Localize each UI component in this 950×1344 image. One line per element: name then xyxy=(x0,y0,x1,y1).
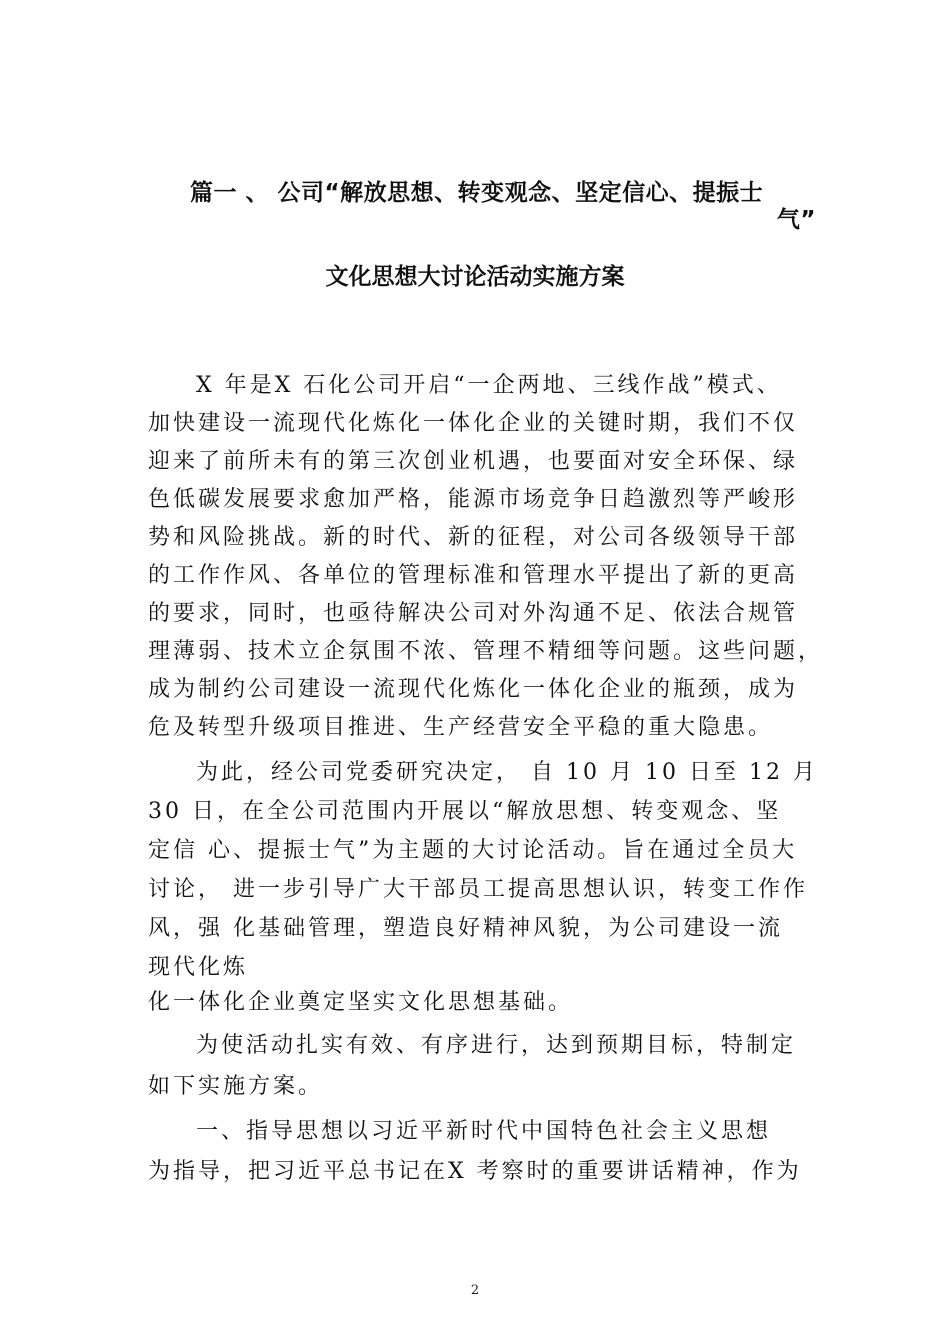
body-line: 危及转型升级项目推进、生产经营安全平稳的重大隐患。 xyxy=(148,715,774,740)
document-title xyxy=(190,180,830,234)
body-line: 如下实施方案。 xyxy=(148,1074,324,1099)
body-line: 一、指导思想以习近平新时代中国特色社会主义思想 xyxy=(196,1119,772,1144)
body-line: 理薄弱、技术立企氛围不浓、管理不精细等问题。这些问题， xyxy=(148,639,824,664)
body-line: 为此，经公司党委研究决定， 自 10 月 10 日至 12 月 xyxy=(196,760,818,785)
body-line: 讨论， 进一步引导广大干部员工提高思想认识，转变工作作 xyxy=(148,877,808,902)
title-line-1-continuation: 气” xyxy=(776,207,816,233)
body-line: 色低碳发展要求愈加严格，能源市场竞争日趋激烈等严峻形 xyxy=(148,487,799,512)
body-line: 为指导，把习近平总书记在X 考察时的重要讲话精神，作为 xyxy=(148,1159,802,1184)
body-line: 定信 心、提振士气”为主题的大讨论活动。旨在通过全员大 xyxy=(148,838,798,863)
body-line: 成为制约公司建设一流现代化炼化一体化企业的瓶颈，成为 xyxy=(148,677,799,702)
body-line: 的工作作风、各单位的管理标准和管理水平提出了新的更高 xyxy=(148,563,799,588)
body-line: X 年是X 石化公司开启“一企两地、三线作战”模式、 xyxy=(196,373,782,398)
body-line: 迎来了前所未有的第三次创业机遇，也要面对安全环保、绿 xyxy=(148,449,799,474)
document-subtitle: 文化思想大讨论活动实施方案 xyxy=(325,264,625,290)
body-line: 风，强 化基础管理，塑造良好精神风貌，为公司建设一流 xyxy=(148,916,783,941)
page-number: 2 xyxy=(470,1283,480,1298)
title-line-1: 篇一 、 公司“解放思想、转变观念、坚定信心、提振士 xyxy=(190,180,764,206)
body-line: 加快建设一流现代化炼化一体化企业的关键时期，我们不仅 xyxy=(148,411,799,436)
body-line: 势和风险挑战。新的时代、新的征程，对公司各级领导干部 xyxy=(148,525,799,550)
body-line: 化一体化企业奠定坚实文化思想基础。 xyxy=(148,990,574,1015)
body-line: 30 日，在全公司范围内开展以“解放思想、转变观念、坚 xyxy=(148,799,782,824)
body-line: 的要求，同时，也亟待解决公司对外沟通不足、依法合规管 xyxy=(148,601,799,626)
body-line: 为使活动扎实有效、有序进行，达到预期目标，特制定 xyxy=(196,1033,797,1058)
body-line: 现代化炼 xyxy=(148,955,249,980)
